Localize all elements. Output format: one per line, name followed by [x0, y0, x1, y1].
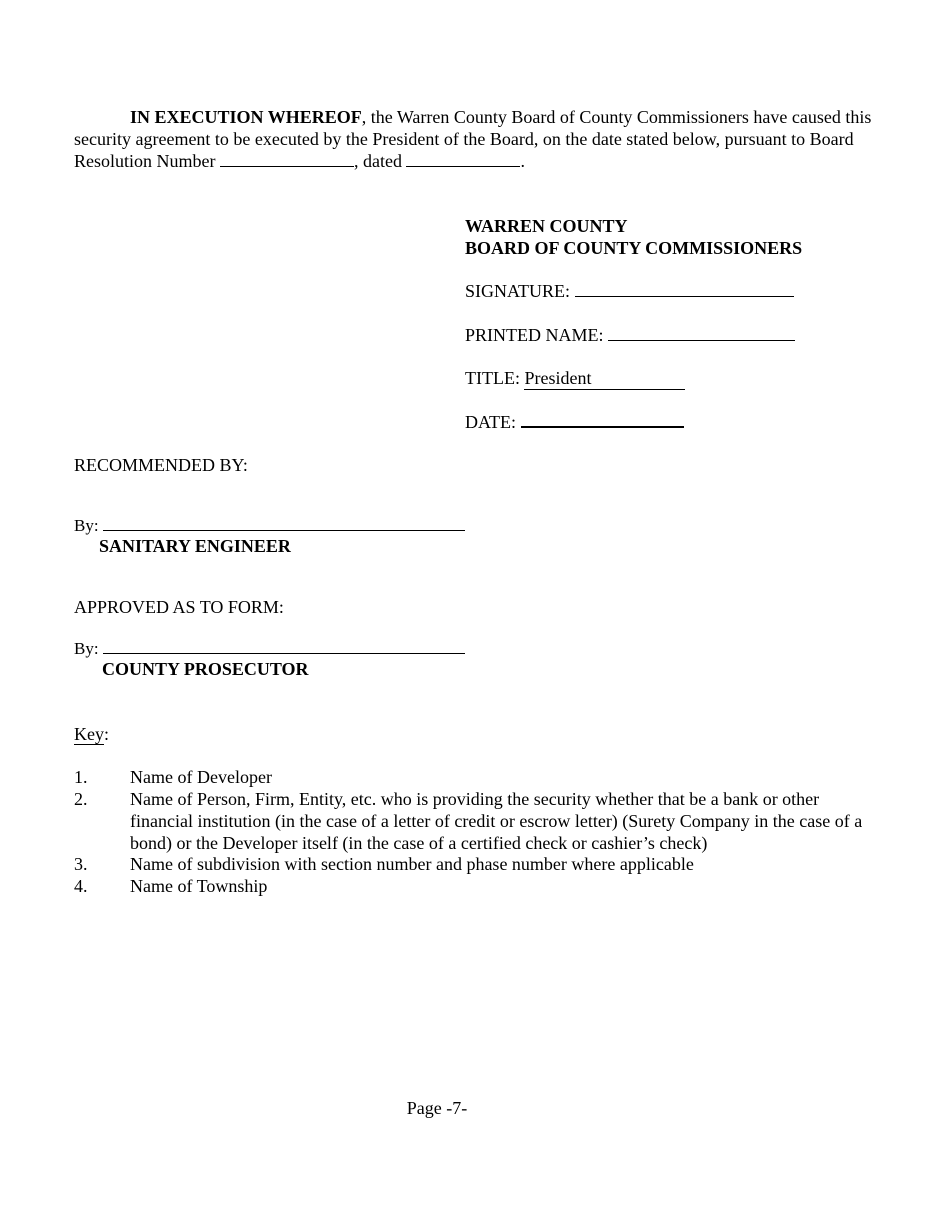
sanitary-engineer-label: SANITARY ENGINEER: [99, 536, 291, 556]
key-item: [74, 853, 884, 875]
title-value: President: [524, 368, 592, 388]
key-item-text: Name of Township: [130, 876, 268, 896]
recommended-by-label: By:: [74, 516, 99, 535]
key-item: [74, 875, 884, 897]
key-heading-text: Key: [74, 724, 104, 744]
approved-signature-field[interactable]: [103, 637, 465, 654]
key-item-text: Name of Person, Firm, Entity, etc. who is providing the security whether that be a bank or other financial institution (in the case of a letter of credit or escrow letter) (Surety Company in the case of a bond) or the Developer itself (in the case of a certified check or cashier’s check): [130, 789, 863, 853]
approved-by-row: [74, 637, 465, 660]
key-item-number: 4.: [74, 876, 88, 896]
execution-text-c: .: [520, 151, 525, 171]
county-prosecutor-label: COUNTY PROSECUTOR: [102, 659, 309, 679]
key-item-text: Name of subdivision with section number and phase number where applicable: [130, 854, 694, 874]
signature-row: [465, 280, 794, 302]
signature-field[interactable]: [575, 280, 794, 297]
printed-name-row: [465, 324, 795, 346]
recommended-heading: RECOMMENDED BY:: [74, 455, 248, 475]
key-item: [74, 766, 884, 788]
approved-by-label: By:: [74, 639, 99, 658]
printed-name-label: PRINTED NAME:: [465, 325, 604, 345]
board-title: BOARD OF COUNTY COMMISSIONERS: [465, 238, 803, 258]
page-number: Page -7-: [406, 1098, 468, 1118]
execution-lead: IN EXECUTION WHEREOF: [130, 107, 362, 127]
board-county-name: WARREN COUNTY: [465, 216, 628, 236]
approved-heading: APPROVED AS TO FORM:: [74, 597, 284, 617]
date-label: DATE:: [465, 412, 516, 432]
execution-text-a: , the Warren County Board of County Commissioners have caused this security agreement to be executed by the President of the Board, on the date stated below, pursuant to Board Resolution Number: [74, 107, 872, 171]
key-item-number: 3.: [74, 854, 88, 874]
key-item: [74, 788, 884, 854]
title-row: [465, 367, 685, 390]
title-field[interactable]: [524, 367, 685, 390]
key-heading-colon: :: [104, 724, 110, 744]
printed-name-field[interactable]: [608, 324, 795, 341]
execution-text-b: , dated: [354, 151, 407, 171]
signature-label: SIGNATURE:: [465, 281, 571, 301]
title-label: TITLE:: [465, 368, 520, 388]
resolution-date-field[interactable]: [406, 150, 520, 167]
date-field[interactable]: [521, 410, 684, 428]
key-item-number: 1.: [74, 767, 88, 787]
execution-paragraph: [74, 106, 884, 172]
date-row: [465, 410, 684, 433]
recommended-by-row: [74, 514, 465, 537]
recommended-signature-field[interactable]: [103, 514, 465, 531]
key-item-text: Name of Developer: [130, 767, 272, 787]
key-heading: [74, 723, 109, 745]
key-item-number: 2.: [74, 789, 88, 809]
resolution-number-field[interactable]: [220, 150, 354, 167]
